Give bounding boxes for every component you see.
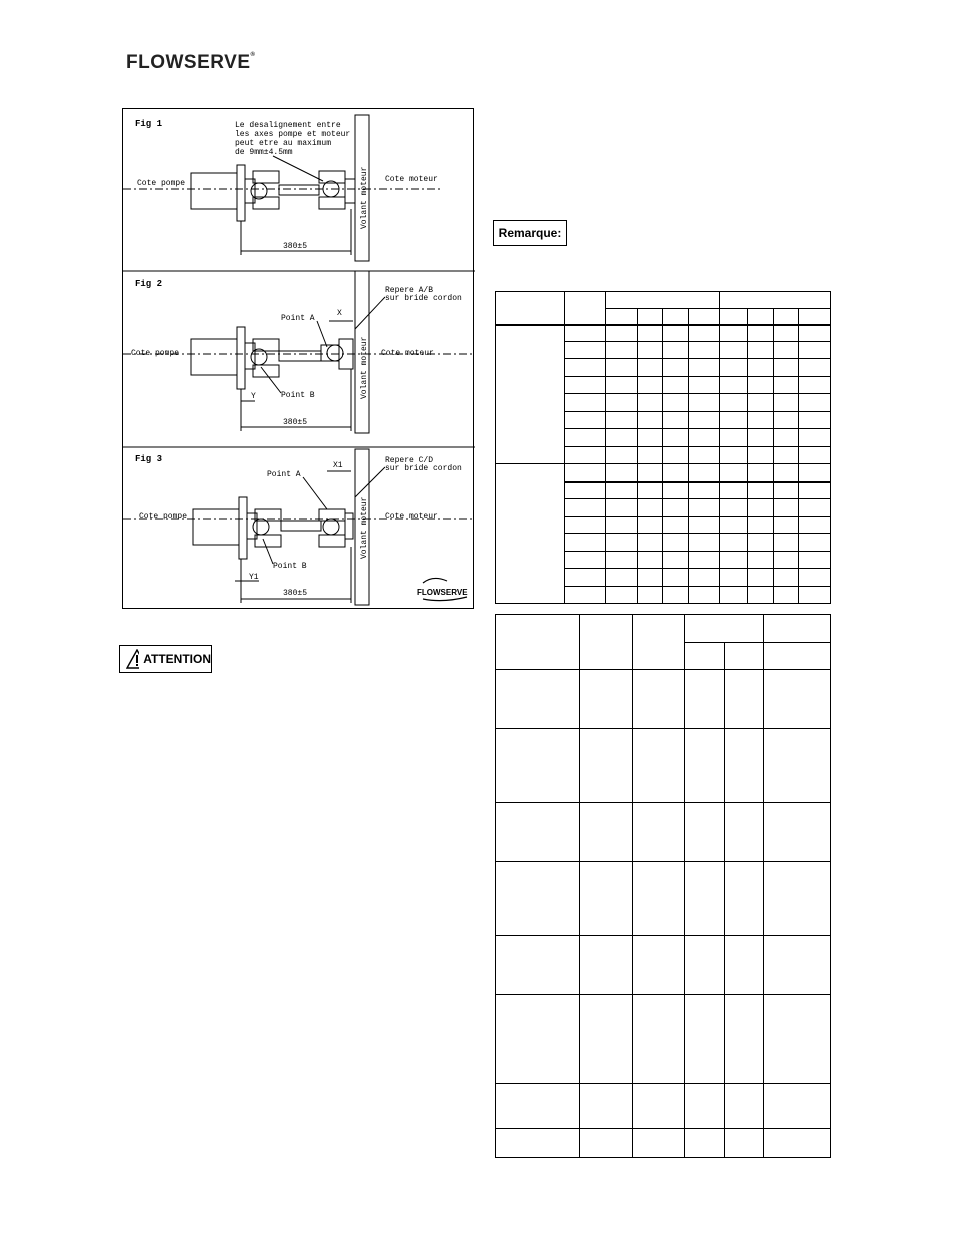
table-cell (720, 292, 831, 309)
table-cell (663, 429, 689, 447)
table-cell (685, 670, 725, 729)
table-cell (799, 534, 831, 552)
table-cell (605, 359, 637, 377)
table-cell (663, 325, 689, 342)
table-cell (764, 643, 831, 670)
table-cell (748, 359, 774, 377)
table-cell (720, 587, 748, 604)
table-cell (720, 464, 748, 482)
table-cell (605, 499, 637, 517)
fig3-repere: Repere C/D (385, 456, 434, 465)
fig-1 (123, 115, 443, 261)
table-cell (689, 359, 720, 377)
fig1-note-line: peut etre au maximum (235, 139, 332, 148)
table-cell (496, 615, 580, 670)
table-cell (799, 377, 831, 394)
attention-label (119, 645, 212, 673)
table-cell (579, 1084, 632, 1129)
fig3-point-a: Point A (267, 470, 301, 479)
table-cell (748, 447, 774, 464)
alignment-diagram (123, 109, 475, 610)
table-cell (564, 499, 605, 517)
table-cell (564, 587, 605, 604)
table-cell (748, 464, 774, 482)
table-cell (496, 729, 580, 803)
table-cell (605, 517, 637, 534)
table-cell (685, 862, 725, 936)
table-cell (720, 429, 748, 447)
table-cell (605, 569, 637, 587)
table-cell (564, 342, 605, 359)
table-cell (637, 587, 663, 604)
table-cell (720, 569, 748, 587)
fig-3 (123, 449, 473, 605)
table-cell (748, 587, 774, 604)
table-cell (637, 359, 663, 377)
table-cell (720, 552, 748, 569)
table-cell (579, 803, 632, 862)
table-cell (748, 342, 774, 359)
table-cell (774, 482, 799, 499)
table-cell (605, 325, 637, 342)
table-cell (605, 464, 637, 482)
table-cell (496, 292, 565, 325)
fig3-dim: 380±5 (283, 589, 308, 598)
table-cell (605, 587, 637, 604)
fig2-x: X (337, 309, 342, 318)
table-cell (579, 615, 632, 670)
flowserve-logo: FLOWSERVE® (126, 52, 256, 73)
table-cell (663, 499, 689, 517)
table-cell (725, 803, 764, 862)
table-cell (689, 587, 720, 604)
table-cell (774, 412, 799, 429)
table-cell (689, 552, 720, 569)
table-cell (725, 729, 764, 803)
table-cell (689, 464, 720, 482)
table-cell (496, 803, 580, 862)
table-cell (579, 936, 632, 995)
fig3-cote-pompe: Cote pompe (139, 512, 188, 521)
fig1-cote-moteur: Cote moteur (385, 175, 438, 184)
fig3-y: Y1 (249, 573, 259, 582)
table-cell (605, 429, 637, 447)
table-cell (637, 377, 663, 394)
table-cell (564, 377, 605, 394)
table-cell (605, 447, 637, 464)
fig2-title: Fig 2 (135, 279, 163, 289)
table-cell (748, 482, 774, 499)
table-cell (764, 1084, 831, 1129)
table-cell (720, 447, 748, 464)
table-cell (663, 394, 689, 412)
table-cell (774, 429, 799, 447)
table-cell (496, 1129, 580, 1158)
table-cell (799, 325, 831, 342)
table-cell (637, 429, 663, 447)
fig1-volant: Volant moteur (360, 166, 369, 229)
table-cell (564, 464, 605, 482)
table-cell (725, 1084, 764, 1129)
table-cell (799, 359, 831, 377)
table-cell (632, 803, 685, 862)
table-cell (605, 309, 637, 325)
table-cell (579, 1129, 632, 1158)
table-cell (689, 342, 720, 359)
table-cell (774, 552, 799, 569)
table-cell (496, 1084, 580, 1129)
table-cell (689, 377, 720, 394)
table-cell (689, 569, 720, 587)
table-cell (564, 394, 605, 412)
table-cell (637, 309, 663, 325)
table-cell (689, 429, 720, 447)
table-cell (637, 534, 663, 552)
fig2-point-a: Point A (281, 314, 315, 323)
table-cell (689, 394, 720, 412)
fig2-repere: sur bride cordon (385, 294, 462, 303)
table-cell (725, 643, 764, 670)
fig3-point-b: Point B (273, 562, 307, 571)
table-cell (663, 569, 689, 587)
table-cell (605, 394, 637, 412)
table-cell (720, 325, 748, 342)
table-cell (799, 429, 831, 447)
table-cell (748, 325, 774, 342)
table-cell (637, 412, 663, 429)
table-cell (774, 517, 799, 534)
fig1-title: Fig 1 (135, 119, 163, 129)
table-cell (637, 464, 663, 482)
table-cell (725, 936, 764, 995)
table-cell (663, 377, 689, 394)
table-cell (799, 412, 831, 429)
table-cell (685, 995, 725, 1084)
table-cell (637, 394, 663, 412)
table-cell (564, 412, 605, 429)
table-cell (632, 995, 685, 1084)
table-cell (496, 936, 580, 995)
table-cell (605, 412, 637, 429)
table-cell (720, 377, 748, 394)
table-cell (764, 936, 831, 995)
table-cell (564, 292, 605, 325)
table-cell (748, 499, 774, 517)
table-cell (799, 517, 831, 534)
table-cell (632, 1084, 685, 1129)
table-cell (637, 517, 663, 534)
fig3-title: Fig 3 (135, 454, 163, 464)
table-cell (605, 342, 637, 359)
table-cell (774, 534, 799, 552)
table-cell (748, 412, 774, 429)
table-cell (685, 1129, 725, 1158)
table-cell (605, 534, 637, 552)
fig1-cote-pompe: Cote pompe (137, 179, 186, 188)
table-cell (605, 482, 637, 499)
table-cell (799, 552, 831, 569)
table-cell (689, 534, 720, 552)
table-cell (564, 517, 605, 534)
table-cell (774, 587, 799, 604)
table-cell (496, 670, 580, 729)
fig3-x: X1 (333, 461, 343, 470)
table-cell (564, 534, 605, 552)
table-cell (725, 995, 764, 1084)
table-cell (764, 995, 831, 1084)
table-cell (720, 359, 748, 377)
table-cell (799, 394, 831, 412)
upper-table (495, 291, 831, 604)
table-cell (799, 499, 831, 517)
fig1-note-line: de 9mm±4.5mm (235, 148, 293, 157)
table-cell (637, 552, 663, 569)
table-cell (689, 309, 720, 325)
table-cell (764, 1129, 831, 1158)
table-cell (496, 995, 580, 1084)
table-cell (774, 569, 799, 587)
table-cell (720, 499, 748, 517)
fig2-dim: 380±5 (283, 418, 308, 427)
table-cell (725, 1129, 764, 1158)
fig2-cote-pompe: Cote pompe (131, 349, 180, 358)
table-cell (720, 517, 748, 534)
fig1-note-line: Le desalignement entre (235, 121, 341, 130)
table-cell (632, 615, 685, 670)
table-cell (605, 292, 720, 309)
table-cell (663, 517, 689, 534)
table-cell (605, 377, 637, 394)
remarque-label (493, 220, 567, 246)
table-cell (774, 325, 799, 342)
table-cell (685, 615, 764, 643)
table-cell (663, 534, 689, 552)
table-cell (720, 394, 748, 412)
table-cell (663, 309, 689, 325)
table-cell (564, 447, 605, 464)
table-cell (689, 499, 720, 517)
table-cell (685, 643, 725, 670)
table-cell (685, 729, 725, 803)
table-cell (632, 862, 685, 936)
table-cell (685, 1084, 725, 1129)
table-cell (685, 936, 725, 995)
table-cell (663, 587, 689, 604)
table-cell (748, 429, 774, 447)
table-cell (764, 803, 831, 862)
table-cell (720, 534, 748, 552)
table-cell (663, 412, 689, 429)
table-cell (725, 862, 764, 936)
table-cell (689, 482, 720, 499)
table-cell (774, 464, 799, 482)
table-cell (799, 464, 831, 482)
table-cell (685, 803, 725, 862)
table-cell (663, 447, 689, 464)
fig1-dim: 380±5 (283, 242, 308, 251)
table-cell (748, 394, 774, 412)
table-cell (632, 1129, 685, 1158)
table-cell (774, 309, 799, 325)
table-cell (632, 936, 685, 995)
table-cell (663, 359, 689, 377)
table-cell (637, 499, 663, 517)
table-cell (720, 482, 748, 499)
table-cell (579, 670, 632, 729)
table-cell (799, 447, 831, 464)
table-cell (748, 309, 774, 325)
table-cell (605, 552, 637, 569)
table-cell (637, 325, 663, 342)
table-cell (663, 552, 689, 569)
table-cell (799, 309, 831, 325)
table-cell (637, 569, 663, 587)
table-cell (774, 447, 799, 464)
table-cell (748, 377, 774, 394)
fig2-repere: Repere A/B (385, 286, 434, 295)
table-cell (579, 995, 632, 1084)
table-cell (748, 552, 774, 569)
fig-2 (123, 271, 473, 433)
table-cell (774, 394, 799, 412)
table-cell (748, 517, 774, 534)
table-cell (496, 325, 565, 464)
fig2-cote-moteur: Cote moteur (381, 349, 434, 358)
table-cell (564, 552, 605, 569)
fig3-cote-moteur: Cote moteur (385, 512, 438, 521)
table-cell (764, 862, 831, 936)
fig3-repere: sur bride cordon (385, 464, 462, 473)
table-cell (564, 429, 605, 447)
lower-table (495, 614, 831, 1158)
fig2-point-b: Point B (281, 391, 315, 400)
table-cell (748, 534, 774, 552)
fig3-volant: Volant moteur (360, 496, 369, 559)
table-cell (799, 342, 831, 359)
table-cell (637, 447, 663, 464)
table-cell (632, 670, 685, 729)
table-cell (799, 482, 831, 499)
table-cell (748, 569, 774, 587)
fig1-note-line: les axes pompe et moteur (235, 130, 351, 139)
table-cell (689, 325, 720, 342)
remarque-text: Remarque: (498, 226, 562, 240)
table-cell (725, 670, 764, 729)
table-cell (774, 359, 799, 377)
table-cell (799, 587, 831, 604)
fig2-volant: Volant moteur (360, 336, 369, 399)
table-cell (720, 412, 748, 429)
table-cell (764, 670, 831, 729)
table-cell (720, 342, 748, 359)
table-cell (637, 482, 663, 499)
warning-icon (126, 649, 139, 669)
table-cell (663, 482, 689, 499)
table-cell (564, 325, 605, 342)
table-cell (774, 342, 799, 359)
table-cell (632, 729, 685, 803)
table-cell (663, 342, 689, 359)
table-cell (774, 499, 799, 517)
table-cell (764, 615, 831, 643)
fig3-flowserve-logo: FLOWSERVE (417, 588, 468, 597)
table-cell (579, 862, 632, 936)
table-cell (689, 447, 720, 464)
table-cell (496, 862, 580, 936)
table-cell (564, 359, 605, 377)
table-cell (764, 729, 831, 803)
table-cell (689, 412, 720, 429)
table-cell (496, 464, 565, 604)
table-cell (720, 309, 748, 325)
attention-text: ATTENTION (143, 652, 211, 666)
table-cell (663, 464, 689, 482)
table-cell (799, 569, 831, 587)
table-cell (564, 482, 605, 499)
fig2-y: Y (251, 392, 256, 401)
table-cell (689, 517, 720, 534)
alignment-figures (122, 108, 474, 609)
table-cell (579, 729, 632, 803)
table-cell (564, 569, 605, 587)
table-cell (637, 342, 663, 359)
table-cell (774, 377, 799, 394)
